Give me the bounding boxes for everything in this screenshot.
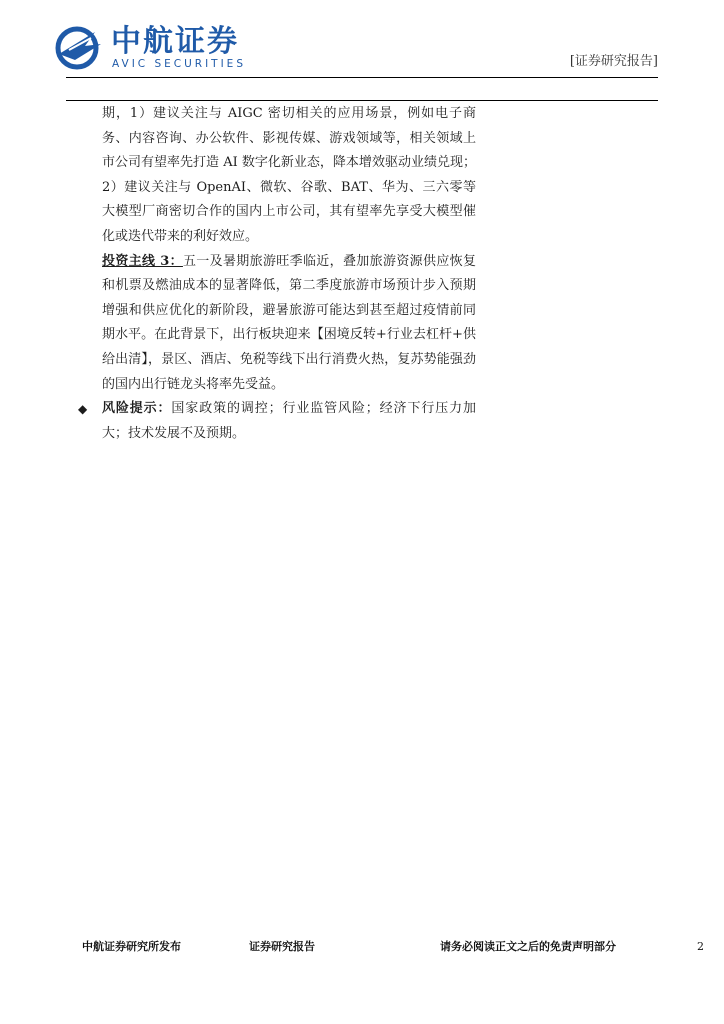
logo-chinese-name: 中航证券 xyxy=(111,24,239,59)
company-logo xyxy=(55,24,255,72)
footer-publisher: 中航证券研究所发布 xyxy=(82,940,181,953)
avic-emblem-icon xyxy=(55,24,105,70)
risk-label: 风险提示： xyxy=(102,401,172,417)
page-footer xyxy=(0,938,724,958)
content-top-rule xyxy=(66,100,658,101)
risk-warning-item xyxy=(78,397,476,446)
report-type-tag: [证券研究报告] xyxy=(569,54,658,69)
theme-3-text: 五一及暑期旅游旺季临近，叠加旅游资源供应恢复和机票及燃油成本的显著降低，第二季度旅游市场预计步入预期增强和供应优化的新阶段，避暑旅游可能达到甚至超过疫情前同期水平。在此背景下，出行板块迎来【困境反转+行业去杠杆+供给出清】，景区、酒店、免税等线下出行消费火热，复苏势能强劲的国内出行链龙头将率先受益。 xyxy=(102,253,476,392)
report-body xyxy=(78,102,476,446)
footer-disclaimer: 请务必阅读正文之后的免责声明部分 xyxy=(440,940,616,953)
theme-3-label: 投资主线 3： xyxy=(102,253,183,269)
risk-text: 国家政策的调控；行业监管风险；经济下行压力加大；技术发展不及预期。 xyxy=(102,401,476,441)
paragraph-aigc-continued: 期，1）建议关注与 AIGC 密切相关的应用场景，例如电子商务、内容咨询、办公软件、影视传媒、游戏领域等，相关领域上市公司有望率先打造 AI 数字化新业态，降本增效驱动业绩兑现；2）建议关注与 OpenAI、微软、谷歌、BAT、华为、三六零等大模型厂商密切合作的国内上市公司，其有望率先享受大模型催化或迭代带来的利好效应。 xyxy=(102,106,476,244)
logo-english-name: AVIC SECURITIES xyxy=(112,58,246,70)
page-number: 2 xyxy=(697,940,704,953)
header-rule xyxy=(66,77,658,78)
paragraph-theme-3 xyxy=(78,250,476,398)
footer-report-type: 证券研究报告 xyxy=(249,940,315,953)
diamond-bullet-icon: ◆ xyxy=(78,402,88,417)
